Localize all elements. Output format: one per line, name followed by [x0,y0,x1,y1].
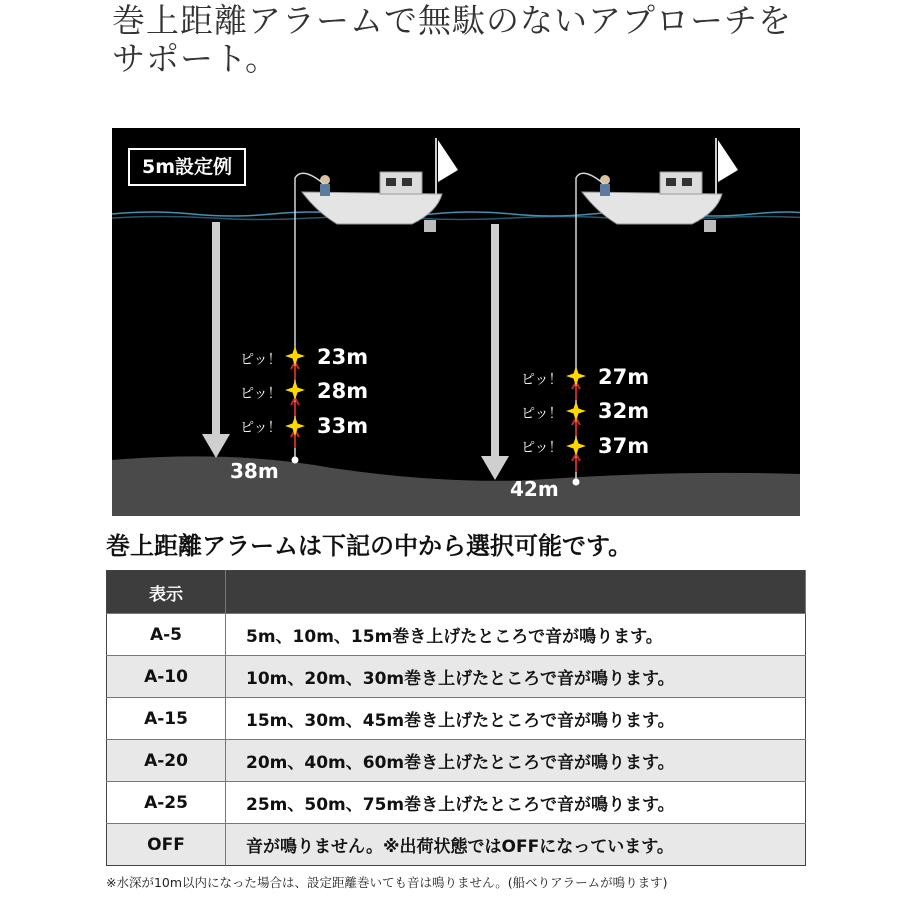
option-code: A-5 [107,614,226,656]
sparkle-star-icon [566,401,586,421]
alarm-depth-label: 33m [317,414,369,438]
alarm-sound-label: ピッ！ [521,372,563,388]
column-header-code: 表示 [107,571,226,614]
sinker-right [573,479,580,486]
table-row [107,740,806,782]
option-description: 20m、40m、60m巻き上げたところで音が鳴ります。 [226,740,806,782]
seabed [112,456,800,516]
section-heading: 巻上距離アラームは下記の中から選択可能です。 [106,532,633,560]
illustration-canvas [112,128,800,516]
sparkle-star-icon [285,380,305,400]
sparkle-star-icon [566,436,586,456]
descend-arrow-left [202,222,230,458]
alarm-depth-label: 27m [598,365,650,389]
alarm-sound-label: ピッ！ [240,386,282,402]
alarm-depth-label: 23m [317,345,369,369]
alarm-sound-label: ピッ！ [240,420,282,436]
alarm-sound-label: ピッ！ [240,352,282,368]
descend-arrow-right [481,224,509,480]
sparkle-star-icon [285,416,305,436]
table-header-row [107,571,806,614]
alarm-options-table [106,570,806,866]
alarm-sound-label: ピッ！ [521,440,563,456]
footnote: ※水深が10m以内になった場合は、設定距離巻いても音は鳴りません。(船べりアラームが鳴ります) [106,875,668,890]
example-label: 5m設定例 [128,148,246,186]
column-header-desc [226,571,806,614]
option-description: 10m、20m、30m巻き上げたところで音が鳴ります。 [226,656,806,698]
option-code: A-25 [107,782,226,824]
option-code: A-20 [107,740,226,782]
option-code: OFF [107,824,226,866]
alarm-depth-label: 28m [317,379,369,403]
alarm-depth-label: 32m [598,399,650,423]
alarm-markers-left [285,346,305,448]
alarm-depth-label: 37m [598,434,650,458]
table-row [107,824,806,866]
alarm-sound-label: ピッ！ [521,406,563,422]
option-description: 25m、50m、75m巻き上げたところで音が鳴ります。 [226,782,806,824]
depth-alarm-illustration [112,128,800,516]
table-row [107,656,806,698]
option-description: 5m、10m、15m巻き上げたところで音が鳴ります。 [226,614,806,656]
bottom-depth-label: 38m [230,459,279,483]
bottom-depth-label: 42m [510,477,559,501]
headline-line-1: 巻上距離アラームで無駄のないアプローチを [112,1,792,40]
option-description: 15m、30m、45m巻き上げたところで音が鳴ります。 [226,698,806,740]
sparkle-star-icon [566,366,586,386]
option-code: A-15 [107,698,226,740]
sparkle-star-icon [285,346,305,366]
table-row [107,614,806,656]
option-code: A-10 [107,656,226,698]
headline-line-2: サポート。 [112,39,280,78]
table-row [107,698,806,740]
table-row [107,782,806,824]
option-description: 音が鳴りません。※出荷状態ではOFFになっています。 [226,824,806,866]
sinker-left [292,457,299,464]
headline [112,2,812,78]
